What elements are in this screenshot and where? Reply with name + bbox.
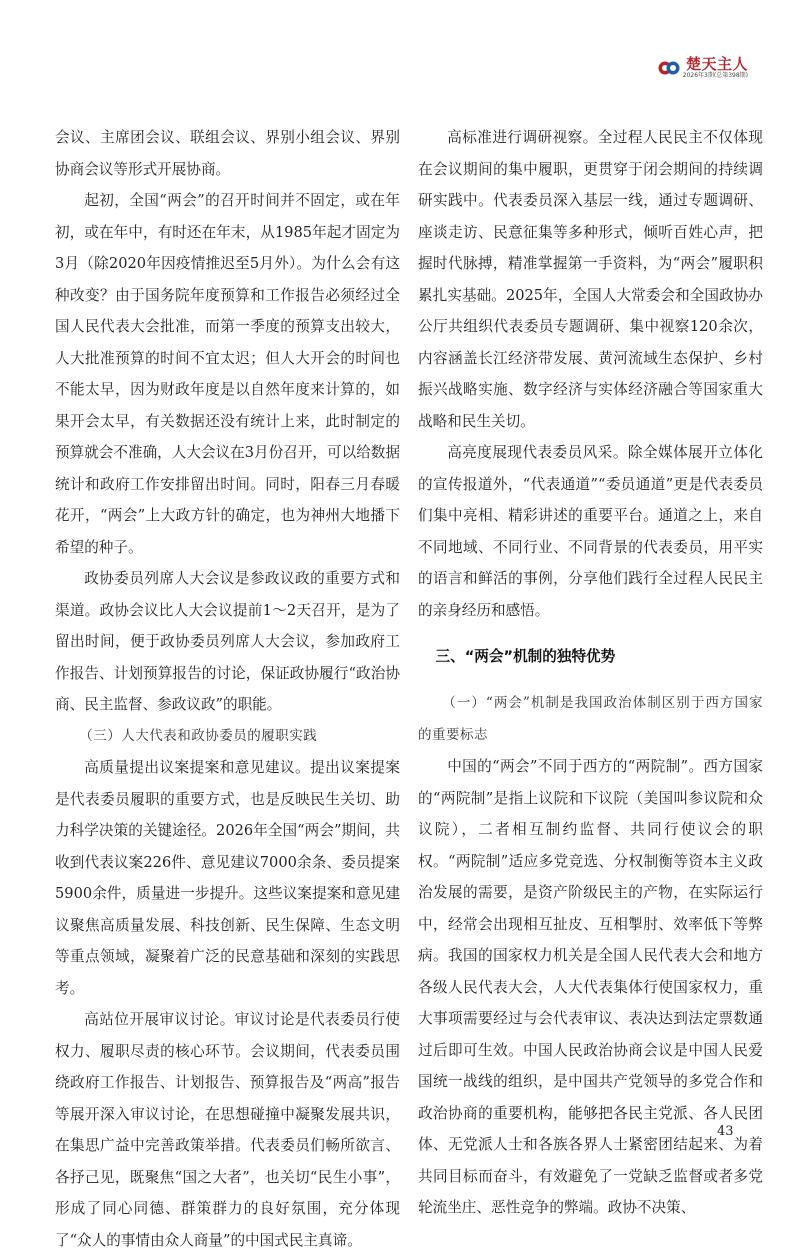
magazine-title: 楚天主人 (685, 55, 748, 73)
paragraph: 政协委员列席人大会议是参政议政的重要方式和渠道。政协会议比人大会议提前1～2天召开，是为了留出时间，便于政协委员列席人大会议，参加政府工作报告、计划预算报告的讨论，保证政协履行“政治协商、民主监督、参政议政”的职能。 (55, 570, 400, 713)
paragraph: 会议、主席团会议、联组会议、界别小组会议、界别协商会议等形式开展协商。 (55, 129, 400, 178)
paragraph: 起初，全国“两会”的召开时间并不固定，或在年初，或在年中，有时还在年末，从1985年起才固定为3月（除2020年因疫情推迟至5月外）。为什么会有这种改变？由于国务院年度预算和工作报告必须经过全国人民代表大会批准，而第一季度的预算支出较大，人大批准预算的时间不宜太迟；但人大开会的时间也不能太早，因为财政年度是以自然年度来计算的，如果开会太早，有关数据还没有统计上来，此时制定的预算就会不准确，人大会议在3月份召开，可以给数据统计和政府工作安排留出时间。同时，阳春三月春暖花开，“两会”上大政方针的确定，也为神州大地播下希望的种子。 (55, 192, 400, 556)
paragraph: 高质量提出议案提案和意见建议。提出议案提案是代表委员履职的重要方式，也是反映民生关切、助力科学决策的关键途径。2026年全国“两会”期间，共收到代表议案226件、意见建议7000余条、委员提案5900余件，质量进一步提升。这些议案提案和意见建议聚焦高质量发展、科技创新、民生保障、生态文明等重点领域，凝聚着广泛的民意基础和深刻的实践思考。 (55, 759, 400, 997)
masthead (658, 56, 748, 80)
subsection-heading: （一）“两会”机制是我国政治体制区别于西方国家的重要标志 (418, 695, 763, 743)
paragraph: 高标准进行调研视察。全过程人民民主不仅体现在会议期间的集中履职，更贯穿于闭会期间的持续调研实践中。代表委员深入基层一线，通过专题调研、座谈走访、民意征集等多种形式，倾听百姓心声，把握时代脉搏，精准掌握第一手资料，为“两会”履职积累扎实基础。2025年，全国人大常委会和全国政协办公厅共组织代表委员专题调研、集中视察120余次，内容涵盖长江经济带发展、黄河流域生态保护、乡村振兴战略实施、数字经济与实体经济融合等国家重大战略和民生关切。 (418, 129, 763, 430)
page-number: 43 (717, 1124, 734, 1139)
section-heading: 三、“两会”机制的独特优势 (435, 648, 616, 665)
issue-line: 2026年3期(总第398期) (682, 72, 748, 79)
chutian-logo-icon (658, 59, 680, 77)
paragraph: 高站位开展审议讨论。审议讨论是代表委员行使权力、履职尽责的核心环节。会议期间，代表委员围绕政府工作报告、计划报告、预算报告及“两高”报告等展开深入审议讨论，在思想碰撞中凝聚发展共识，在集思广益中完善政策举措。代表委员们畅所欲言、各抒己见，既聚焦“国之大者”，也关切“民生小事”，形成了同心同德、群策群力的良好氛围，充分体现了“众人的事情由众人商量”的中国式民主真谛。 (55, 1011, 400, 1249)
right-column (418, 122, 763, 1224)
subsection-heading: （三）人大代表和政协委员的履职实践 (79, 727, 318, 744)
paragraph: 中国的“两会”不同于西方的“两院制”。西方国家的“两院制”是指上议院和下议院（美国叫参议院和众议院），二者相互制约监督、共同行使议会的职权。“两院制”适应多党竞选、分权制衡等资本主义政治发展的需要，是资产阶级民主的产物，在实际运行中，经常会出现相互扯皮、互相掣肘、效率低下等弊病。我国的国家权力机关是全国人民代表大会和地方各级人民代表大会，人大代表集体行使国家权力，重大事项需要经过与会代表审议、表决达到法定票数通过后即可生效。中国人民政治协商会议是中国人民爱国统一战线的组织，是中国共产党领导的多党合作和政治协商的重要机构，能够把各民主党派、各人民团体、无党派人士和各族各界人士紧密团结起来、为着共同目标而奋斗，有效避免了一党缺乏监督或者多党轮流坐庄、恶性竞争的弊端。政协不决策、 (418, 758, 763, 1216)
paragraph: 高亮度展现代表委员风采。除全媒体展开立体化的宣传报道外，“代表通道”“委员通道”更是代表委员们集中亮相、精彩讲述的重要平台。通道之上，来自不同地域、不同行业、不同背景的代表委员，用平实的语言和鲜活的事例，分享他们践行全过程人民民主的亲身经历和感悟。 (418, 444, 763, 619)
left-column (55, 122, 400, 1256)
